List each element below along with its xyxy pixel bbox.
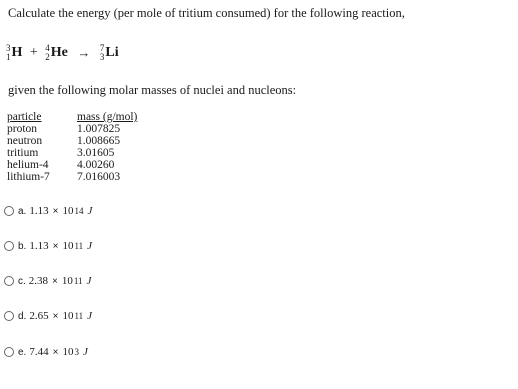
table-row	[7, 123, 137, 135]
mass-cell: 1.007825	[77, 123, 121, 135]
table-row	[7, 159, 137, 171]
particle-cell: tritium	[7, 147, 39, 159]
element-symbol: H	[11, 45, 23, 60]
mass-number: 7	[99, 43, 105, 53]
option-exponent: 11	[74, 241, 84, 251]
option-letter: e.	[18, 346, 27, 358]
atomic-number: 1	[6, 52, 11, 62]
answer-option-c[interactable]	[4, 271, 91, 291]
option-base: 10	[62, 205, 74, 217]
reaction-arrow-icon: →	[77, 45, 91, 60]
option-exponent: 3	[74, 347, 79, 357]
option-coefficient: 1.13	[29, 240, 49, 252]
option-base: 10	[62, 310, 74, 322]
mass-cell: 3.01605	[77, 147, 115, 159]
mass-number: 4	[45, 43, 50, 53]
answer-option-a[interactable]	[4, 201, 92, 221]
table-header-row	[7, 111, 137, 123]
times-sign: ×	[52, 275, 58, 287]
element-symbol: Li	[105, 45, 119, 60]
header-mass: mass (g/mol)	[77, 111, 138, 123]
option-unit: J	[87, 310, 92, 322]
particle-cell: lithium-7	[7, 171, 50, 183]
atomic-number: 2	[45, 52, 50, 62]
plus-sign: +	[29, 45, 38, 60]
molar-mass-table	[7, 111, 137, 183]
header-particle: particle	[7, 111, 42, 123]
radio-button[interactable]	[4, 241, 14, 251]
tritium-nuclide	[6, 44, 22, 62]
lithium-nuclide	[100, 44, 119, 62]
particle-cell: neutron	[7, 135, 43, 147]
radio-button[interactable]	[4, 347, 14, 357]
times-sign: ×	[52, 346, 59, 358]
option-coefficient: 1.13	[29, 205, 49, 217]
option-unit: J	[82, 346, 88, 358]
mass-cell: 4.00260	[77, 159, 115, 171]
option-letter: b.	[18, 240, 27, 252]
option-exponent: 14	[74, 206, 84, 216]
option-base: 10	[62, 346, 74, 358]
mass-cell: 7.016003	[77, 171, 121, 183]
mass-number: 3	[6, 43, 11, 53]
given-text: given the following molar masses of nuclei and nucleons:	[8, 83, 297, 97]
option-unit: J	[87, 240, 92, 252]
element-symbol: He	[50, 45, 68, 60]
particle-cell: proton	[7, 123, 38, 135]
option-letter: a.	[18, 205, 27, 217]
times-sign: ×	[52, 205, 59, 217]
table-row	[7, 135, 137, 147]
particle-cell: helium-4	[7, 159, 49, 171]
option-letter: d.	[18, 310, 27, 322]
radio-button[interactable]	[4, 206, 14, 216]
atomic-number: 3	[99, 52, 105, 62]
mass-cell: 1.008665	[77, 135, 121, 147]
answer-option-b[interactable]	[4, 236, 92, 256]
option-unit: J	[86, 275, 92, 287]
table-row	[7, 171, 137, 183]
option-coefficient: 2.65	[29, 310, 49, 322]
answer-option-e[interactable]	[4, 342, 88, 362]
radio-button[interactable]	[4, 311, 14, 321]
option-coefficient: 2.38	[28, 275, 49, 287]
times-sign: ×	[52, 240, 59, 252]
answer-option-d[interactable]	[4, 306, 92, 326]
radio-button[interactable]	[4, 276, 14, 286]
nuclear-reaction-equation	[6, 44, 119, 66]
option-letter: c.	[18, 275, 26, 287]
option-base: 10	[61, 275, 73, 287]
option-coefficient: 7.44	[29, 346, 49, 358]
option-exponent: 11	[73, 276, 83, 286]
option-base: 10	[62, 240, 74, 252]
times-sign: ×	[52, 310, 59, 322]
table-row	[7, 147, 137, 159]
option-unit: J	[87, 205, 93, 217]
option-exponent: 11	[74, 311, 84, 321]
question-text: Calculate the energy (per mole of tritium consumed) for the following reaction,	[8, 6, 405, 20]
helium-nuclide	[45, 44, 68, 62]
